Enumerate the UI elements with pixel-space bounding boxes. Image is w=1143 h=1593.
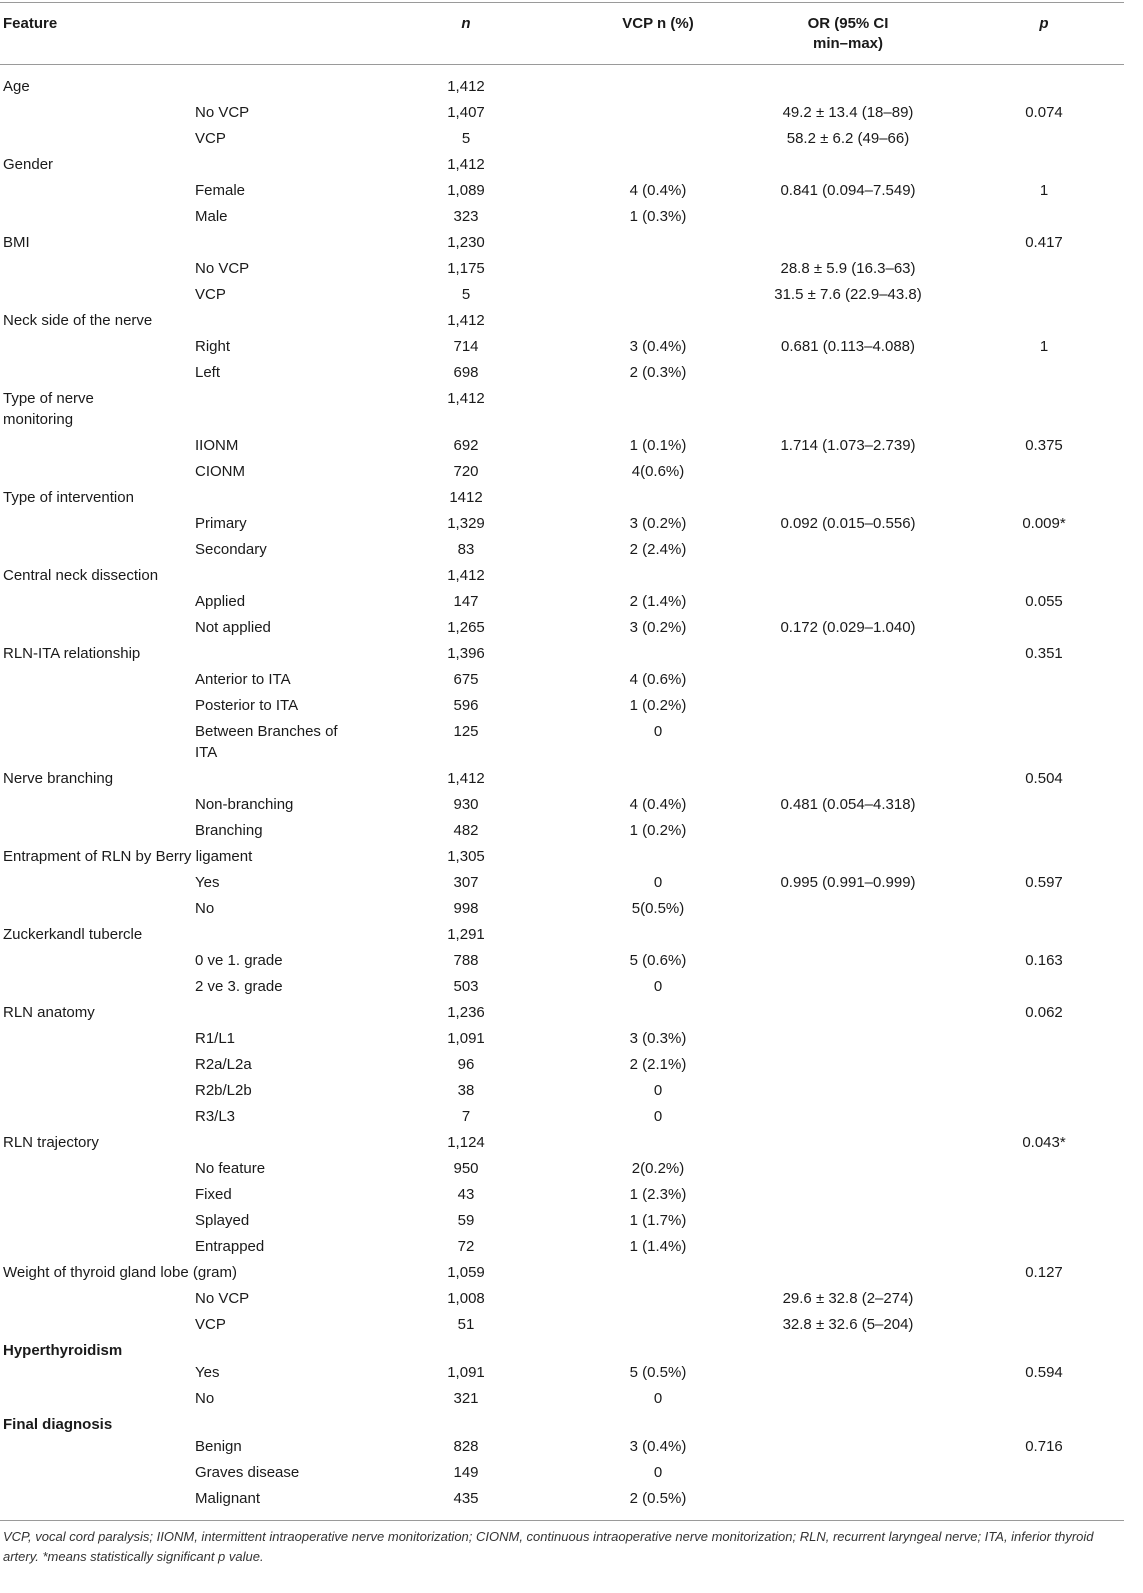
row-vcp: 2 (0.5%) [629, 1490, 687, 1507]
row-n: 5 [461, 130, 471, 147]
row-or: 58.2 ± 6.2 (49–66) [786, 130, 910, 147]
row-subgroup: No VCP [195, 104, 250, 121]
row-vcp: 0 [653, 1082, 663, 1099]
row-or: 49.2 ± 13.4 (18–89) [782, 104, 914, 121]
row-vcp: 4(0.6%) [631, 463, 685, 480]
row-n: 321 [453, 1390, 479, 1407]
row-vcp: 1 (0.2%) [629, 697, 687, 714]
row-subgroup: VCP [195, 1316, 226, 1333]
row-n: 323 [453, 208, 479, 225]
row-feature: Age [3, 78, 30, 95]
row-feature: Weight of thyroid gland lobe (gram) [3, 1264, 238, 1281]
row-p: 0.375 [1025, 437, 1063, 454]
row-subgroup: Graves disease [195, 1464, 300, 1481]
row-n: 1,412 [447, 156, 485, 173]
row-p: 0.127 [1025, 1264, 1063, 1281]
row-subgroup: Posterior to ITA [195, 697, 299, 714]
row-feature: RLN anatomy [3, 1004, 95, 1021]
row-n: 1,412 [447, 78, 485, 95]
row-feature: Neck side of the nerve [3, 312, 153, 329]
row-subgroup: Applied [195, 593, 246, 610]
row-subgroup: Entrapped [195, 1238, 265, 1255]
row-n: 1,175 [447, 260, 485, 277]
row-p: 0.351 [1025, 645, 1063, 662]
row-vcp: 0 [653, 1108, 663, 1125]
row-subgroup: R1/L1 [195, 1030, 236, 1047]
row-vcp: 4 (0.6%) [629, 671, 687, 688]
row-n: 51 [457, 1316, 475, 1333]
row-feature: Nerve branching [3, 770, 114, 787]
row-n: 720 [453, 463, 479, 480]
table-footnote: VCP, vocal cord paralysis; IIONM, intermittent intraoperative nerve monitorization; CIONM, continuous intraoperative nerve monitorization; RLN, recurrent laryngeal nerve; ITA, inferior thyroid artery. *means statistically significant p value. [3, 1529, 1094, 1564]
row-n: 125 [453, 723, 479, 740]
row-p: 0.062 [1025, 1004, 1063, 1021]
row-feature: Type of intervention [3, 489, 134, 506]
row-vcp: 0 [653, 723, 663, 740]
row-vcp: 1 (1.4%) [629, 1238, 687, 1255]
row-subgroup: CIONM [195, 463, 245, 480]
row-or: 28.8 ± 5.9 (16.3–63) [780, 260, 916, 277]
row-n: 1,265 [447, 619, 485, 636]
row-n: 828 [453, 1438, 479, 1455]
row-n: 1,091 [447, 1030, 485, 1047]
row-subgroup: Between Branches of ITA [195, 723, 338, 761]
row-n: 38 [457, 1082, 475, 1099]
row-vcp: 0 [653, 1390, 663, 1407]
row-n: 1412 [449, 489, 483, 506]
row-subgroup: Malignant [195, 1490, 261, 1507]
row-or: 0.841 (0.094–7.549) [780, 182, 916, 199]
row-vcp: 2 (2.4%) [629, 541, 687, 558]
row-subgroup: Primary [195, 515, 247, 532]
row-n: 149 [453, 1464, 479, 1481]
row-subgroup: No [195, 900, 215, 917]
row-n: 307 [453, 874, 479, 891]
row-vcp: 2 (0.3%) [629, 364, 687, 381]
row-subgroup: Secondary [195, 541, 267, 558]
row-p: 0.009* [1022, 515, 1066, 532]
row-vcp: 3 (0.3%) [629, 1030, 687, 1047]
row-vcp: 1 (2.3%) [629, 1186, 687, 1203]
row-p: 0.043* [1022, 1134, 1066, 1151]
row-or: 0.092 (0.015–0.556) [780, 515, 916, 532]
table-bottom-rule [0, 1520, 1124, 1521]
row-n: 930 [453, 796, 479, 813]
row-n: 147 [453, 593, 479, 610]
row-n: 1,124 [447, 1134, 485, 1151]
header-or [728, 0, 968, 64]
row-subgroup: Male [195, 208, 228, 225]
row-subgroup: VCP [195, 130, 226, 147]
row-or: 1.714 (1.073–2.739) [780, 437, 916, 454]
row-vcp: 3 (0.2%) [629, 515, 687, 532]
header-vcp: VCP n (%) [622, 15, 694, 32]
row-subgroup: Left [195, 364, 221, 381]
row-n: 698 [453, 364, 479, 381]
row-n: 1,059 [447, 1264, 485, 1281]
row-vcp: 0 [653, 874, 663, 891]
row-feature: Entrapment of RLN by Berry ligament [3, 848, 253, 865]
row-n: 1,305 [447, 848, 485, 865]
row-vcp: 0 [653, 1464, 663, 1481]
row-vcp: 4 (0.4%) [629, 182, 687, 199]
row-n: 1,089 [447, 182, 485, 199]
row-feature: Zuckerkandl tubercle [3, 926, 143, 943]
row-n: 1,291 [447, 926, 485, 943]
header-p: p [1039, 15, 1049, 32]
row-vcp: 5(0.5%) [631, 900, 685, 917]
row-or: 0.995 (0.991–0.999) [780, 874, 916, 891]
row-vcp: 5 (0.5%) [629, 1364, 687, 1381]
row-vcp: 2 (1.4%) [629, 593, 687, 610]
row-subgroup: R3/L3 [195, 1108, 236, 1125]
row-n: 1,091 [447, 1364, 485, 1381]
row-n: 1,412 [447, 770, 485, 787]
row-or: 29.6 ± 32.8 (2–274) [782, 1290, 914, 1307]
row-n: 950 [453, 1160, 479, 1177]
row-n: 7 [461, 1108, 471, 1125]
row-or: 0.481 (0.054–4.318) [780, 796, 916, 813]
header-or-line2: min–max) [812, 35, 884, 52]
row-p: 0.163 [1025, 952, 1063, 969]
row-subgroup: No feature [195, 1160, 266, 1177]
row-subgroup: Yes [195, 874, 220, 891]
row-or: 0.172 (0.029–1.040) [780, 619, 916, 636]
row-feature: Final diagnosis [3, 1416, 113, 1433]
row-subgroup: R2b/L2b [195, 1082, 252, 1099]
row-n: 1,412 [447, 390, 485, 407]
row-vcp: 1 (0.1%) [629, 437, 687, 454]
row-subgroup: Not applied [195, 619, 271, 636]
row-n: 1,412 [447, 567, 485, 584]
row-n: 503 [453, 978, 479, 995]
row-n: 788 [453, 952, 479, 969]
row-n: 59 [457, 1212, 475, 1229]
row-feature: RLN trajectory [3, 1134, 99, 1151]
row-vcp: 2(0.2%) [631, 1160, 685, 1177]
row-p: 1 [1039, 338, 1049, 355]
row-p: 0.594 [1025, 1364, 1063, 1381]
row-vcp: 3 (0.4%) [629, 338, 687, 355]
row-subgroup: Female [195, 182, 246, 199]
row-n: 1,236 [447, 1004, 485, 1021]
row-subgroup: R2a/L2a [195, 1056, 252, 1073]
row-subgroup: No [195, 1390, 215, 1407]
row-subgroup: Benign [195, 1438, 242, 1455]
row-n: 96 [457, 1056, 475, 1073]
row-feature: Gender [3, 156, 54, 173]
row-subgroup: Branching [195, 822, 263, 839]
row-n: 1,329 [447, 515, 485, 532]
row-n: 1,407 [447, 104, 485, 121]
row-vcp: 5 (0.6%) [629, 952, 687, 969]
row-n: 1,008 [447, 1290, 485, 1307]
row-p: 1 [1039, 182, 1049, 199]
row-n: 998 [453, 900, 479, 917]
row-vcp: 1 (0.2%) [629, 822, 687, 839]
row-vcp: 1 (1.7%) [629, 1212, 687, 1229]
row-vcp: 3 (0.2%) [629, 619, 687, 636]
row-feature: Hyperthyroidism [3, 1342, 123, 1359]
row-subgroup: Fixed [195, 1186, 232, 1203]
row-feature: RLN-ITA relationship [3, 645, 141, 662]
row-subgroup: No VCP [195, 260, 250, 277]
row-subgroup: Anterior to ITA [195, 671, 291, 688]
row-vcp: 1 (0.3%) [629, 208, 687, 225]
header-or-line1: OR (95% CI [807, 15, 889, 32]
row-n: 72 [457, 1238, 475, 1255]
row-n: 714 [453, 338, 479, 355]
row-feature: Type of nerve monitoring [3, 390, 94, 428]
row-subgroup: VCP [195, 286, 226, 303]
row-subgroup: Yes [195, 1364, 220, 1381]
row-feature: BMI [3, 234, 30, 251]
row-subgroup: 0 ve 1. grade [195, 952, 283, 969]
row-n: 675 [453, 671, 479, 688]
row-subgroup: No VCP [195, 1290, 250, 1307]
header-n: n [461, 15, 471, 32]
row-p: 0.055 [1025, 593, 1063, 610]
row-n: 5 [461, 286, 471, 303]
row-subgroup: 2 ve 3. grade [195, 978, 283, 995]
row-n: 83 [457, 541, 475, 558]
row-n: 1,396 [447, 645, 485, 662]
row-p: 0.716 [1025, 1438, 1063, 1455]
row-p: 0.074 [1025, 104, 1063, 121]
row-or: 31.5 ± 7.6 (22.9–43.8) [774, 286, 922, 303]
row-n: 435 [453, 1490, 479, 1507]
row-p: 0.417 [1025, 234, 1063, 251]
row-n: 1,412 [447, 312, 485, 329]
row-n: 596 [453, 697, 479, 714]
row-vcp: 4 (0.4%) [629, 796, 687, 813]
header-rule [0, 64, 1124, 65]
row-vcp: 3 (0.4%) [629, 1438, 687, 1455]
row-p: 0.504 [1025, 770, 1063, 787]
row-subgroup: Non-branching [195, 796, 294, 813]
row-subgroup: Splayed [195, 1212, 250, 1229]
row-n: 692 [453, 437, 479, 454]
header-feature: Feature [3, 15, 58, 32]
row-n: 482 [453, 822, 479, 839]
row-or: 0.681 (0.113–4.088) [781, 338, 915, 355]
row-subgroup: Right [195, 338, 231, 355]
row-n: 43 [457, 1186, 475, 1203]
row-subgroup: IIONM [195, 437, 239, 454]
row-feature: Central neck dissection [3, 567, 159, 584]
row-p: 0.597 [1025, 874, 1063, 891]
row-vcp: 2 (2.1%) [629, 1056, 687, 1073]
row-or: 32.8 ± 32.6 (5–204) [782, 1316, 914, 1333]
row-n: 1,230 [447, 234, 485, 251]
row-vcp: 0 [653, 978, 663, 995]
